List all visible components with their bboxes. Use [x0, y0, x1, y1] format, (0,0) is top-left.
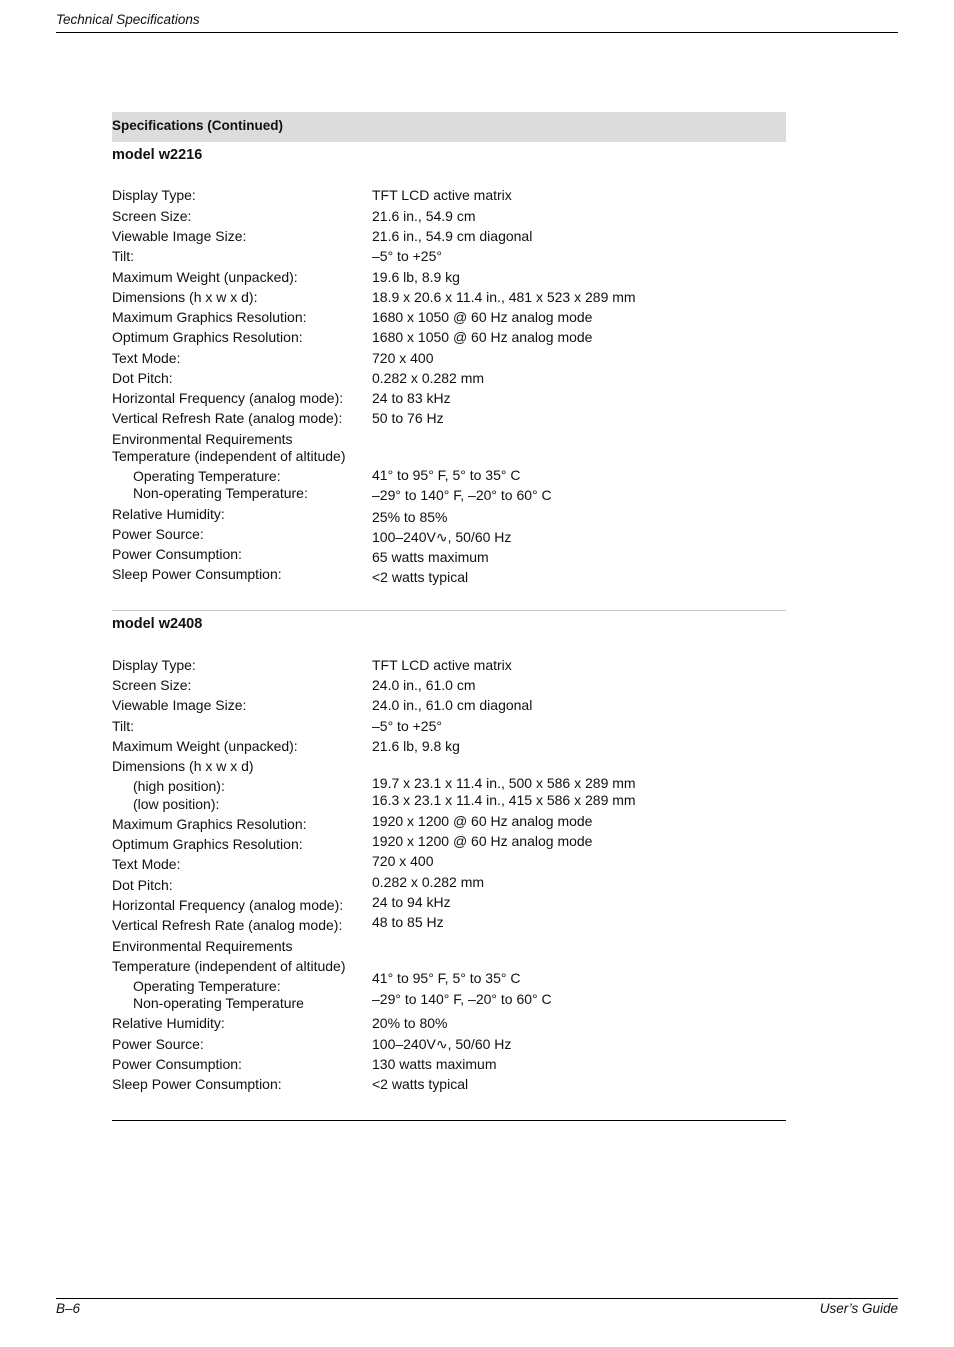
spec-label: Horizontal Frequency (analog mode):: [112, 897, 344, 913]
spec-label: Viewable Image Size:: [112, 697, 247, 713]
footer-guide-title: User’s Guide: [819, 1301, 898, 1316]
spec-label: Maximum Weight (unpacked):: [112, 738, 298, 754]
spec-label: Temperature (independent of altitude): [112, 448, 346, 464]
spec-value: 1920 x 1200 @ 60 Hz analog mode: [372, 833, 593, 849]
spec-value: <2 watts typical: [372, 1076, 469, 1092]
spec-label: Temperature (independent of altitude): [112, 958, 346, 974]
spec-value: 19.6 lb, 8.9 kg: [372, 269, 460, 285]
spec-value: –29° to 140° F, –20° to 60° C: [372, 991, 552, 1007]
running-header: Technical Specifications: [56, 11, 898, 33]
spec-label: Viewable Image Size:: [112, 228, 247, 244]
spec-value: 25% to 85%: [372, 509, 448, 525]
spec-label: Display Type:: [112, 657, 196, 673]
page-number: B–6: [56, 1301, 81, 1316]
page-footer: [56, 1298, 898, 1317]
spec-label: Environmental Requirements: [112, 431, 293, 447]
spec-label: Vertical Refresh Rate (analog mode):: [112, 410, 343, 426]
spec-label: (low position):: [133, 796, 220, 812]
spec-value: 19.7 x 23.1 x 11.4 in., 500 x 586 x 289 mm: [372, 775, 636, 791]
spec-value: 21.6 lb, 9.8 kg: [372, 738, 460, 754]
model-w2408-title: model w2408: [112, 616, 203, 632]
spec-label: Power Source:: [112, 1036, 204, 1052]
spec-value: –5° to +25°: [372, 718, 442, 734]
spec-label: Power Source:: [112, 526, 204, 542]
spec-label: Screen Size:: [112, 208, 192, 224]
spec-label: Power Consumption:: [112, 1056, 242, 1072]
spec-label: Operating Temperature:: [133, 978, 281, 994]
spec-value: 21.6 in., 54.9 cm: [372, 208, 476, 224]
spec-value: –29° to 140° F, –20° to 60° C: [372, 487, 552, 503]
spec-label: Vertical Refresh Rate (analog mode):: [112, 917, 343, 933]
table-caption: [112, 112, 786, 142]
spec-value: 41° to 95° F, 5° to 35° C: [372, 467, 521, 483]
spec-value: 65 watts maximum: [372, 549, 489, 565]
table-bottom-rule: [112, 1120, 786, 1121]
spec-label: Dot Pitch:: [112, 370, 173, 386]
spec-label: Tilt:: [112, 248, 135, 264]
spec-label: Horizontal Frequency (analog mode):: [112, 390, 344, 406]
spec-value: 1680 x 1050 @ 60 Hz analog mode: [372, 329, 593, 345]
spec-value: 16.3 x 23.1 x 11.4 in., 415 x 586 x 289 mm: [372, 792, 636, 808]
spec-label: Optimum Graphics Resolution:: [112, 836, 303, 852]
table-caption-text: Specifications (Continued): [112, 118, 284, 133]
spec-value: 41° to 95° F, 5° to 35° C: [372, 970, 521, 986]
spec-label: Environmental Requirements: [112, 938, 293, 954]
spec-label: Dimensions (h x w x d): [112, 758, 254, 774]
spec-label: Optimum Graphics Resolution:: [112, 329, 303, 345]
spec-label: Non-operating Temperature:: [133, 485, 308, 501]
spec-label: Maximum Graphics Resolution:: [112, 816, 307, 832]
spec-label: Maximum Graphics Resolution:: [112, 309, 307, 325]
spec-value: 21.6 in., 54.9 cm diagonal: [372, 228, 533, 244]
spec-value: 100–240V∿, 50/60 Hz: [372, 1036, 512, 1052]
spec-value: –5° to +25°: [372, 248, 442, 264]
spec-label: Text Mode:: [112, 350, 181, 366]
spec-value: 1680 x 1050 @ 60 Hz analog mode: [372, 309, 593, 325]
spec-label: Relative Humidity:: [112, 1015, 225, 1031]
spec-value: 0.282 x 0.282 mm: [372, 874, 485, 890]
spec-value: 720 x 400: [372, 350, 434, 366]
spec-value: 48 to 85 Hz: [372, 914, 444, 930]
spec-label: Power Consumption:: [112, 546, 242, 562]
spec-value: 0.282 x 0.282 mm: [372, 370, 485, 386]
model-w2216-title: model w2216: [112, 147, 203, 163]
spec-label: Operating Temperature:: [133, 468, 281, 484]
spec-label: Relative Humidity:: [112, 506, 225, 522]
spec-value: 1920 x 1200 @ 60 Hz analog mode: [372, 813, 593, 829]
spec-label: Screen Size:: [112, 677, 192, 693]
spec-label: Dot Pitch:: [112, 877, 173, 893]
spec-value: 24 to 83 kHz: [372, 390, 451, 406]
spec-label: Display Type:: [112, 187, 196, 203]
spec-label: Maximum Weight (unpacked):: [112, 269, 298, 285]
spec-value: 720 x 400: [372, 853, 434, 869]
spec-label: Sleep Power Consumption:: [112, 1076, 282, 1092]
spec-value: 24.0 in., 61.0 cm diagonal: [372, 697, 533, 713]
spec-label: Tilt:: [112, 718, 135, 734]
spec-value: TFT LCD active matrix: [372, 657, 512, 673]
section-divider: [112, 610, 786, 611]
spec-label: Dimensions (h x w x d):: [112, 289, 258, 305]
spec-value: 100–240V∿, 50/60 Hz: [372, 529, 512, 545]
spec-label: (high position):: [133, 778, 225, 794]
spec-value: 20% to 80%: [372, 1015, 448, 1031]
spec-value: <2 watts typical: [372, 569, 469, 585]
spec-value: 50 to 76 Hz: [372, 410, 444, 426]
spec-value: 24.0 in., 61.0 cm: [372, 677, 476, 693]
spec-value: 24 to 94 kHz: [372, 894, 451, 910]
spec-value: TFT LCD active matrix: [372, 187, 512, 203]
spec-value: 18.9 x 20.6 x 11.4 in., 481 x 523 x 289 mm: [372, 289, 636, 305]
spec-value: 130 watts maximum: [372, 1056, 497, 1072]
spec-label: Non-operating Temperature: [133, 995, 304, 1011]
spec-label: Text Mode:: [112, 856, 181, 872]
spec-label: Sleep Power Consumption:: [112, 566, 282, 582]
